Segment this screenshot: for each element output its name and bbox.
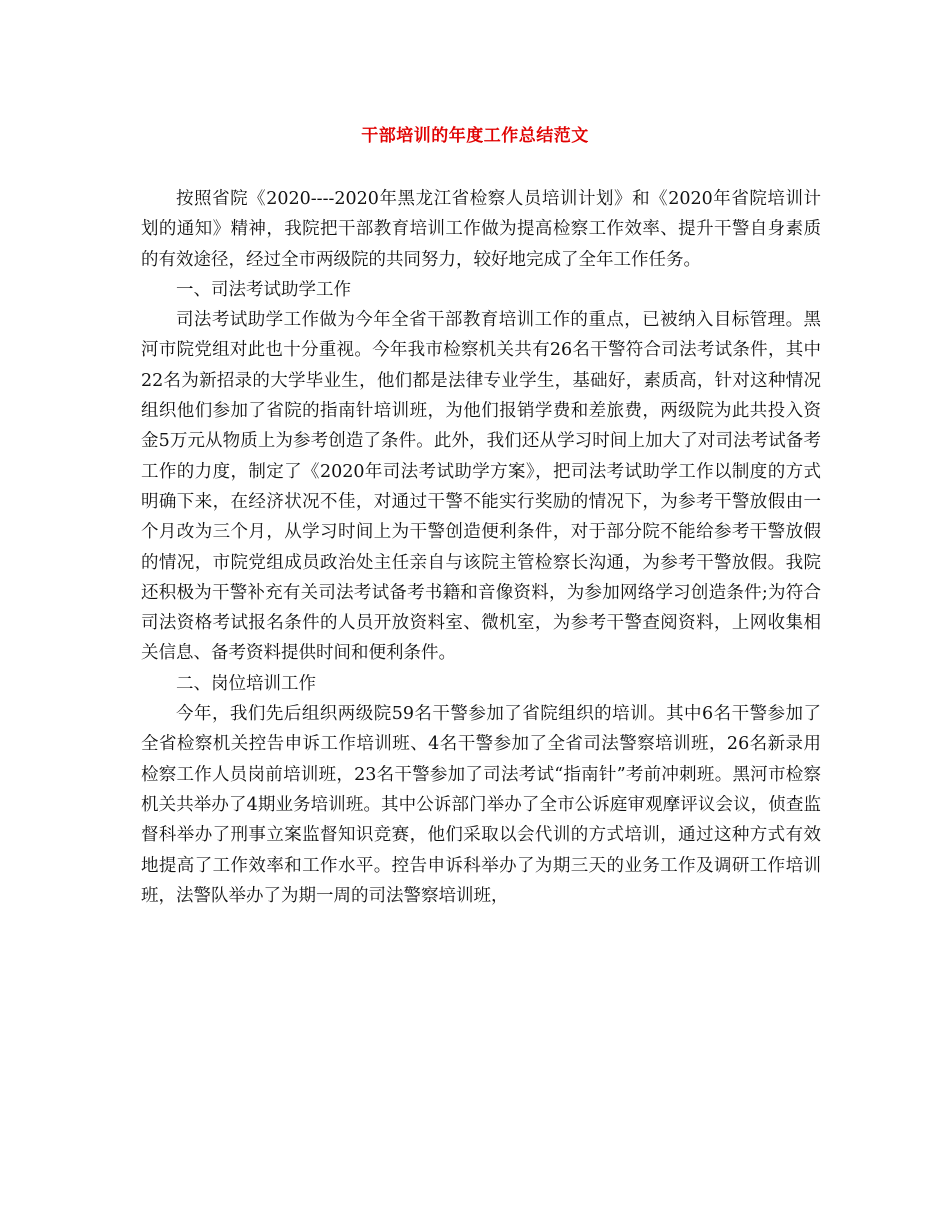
paragraph-section-2: 今年，我们先后组织两级院59名干警参加了省院组织的培训。其中6名干警参加了全省检察机关控告申诉工作培训班、4名干警参加了全省司法警察培训班，26名新录用检察工作人员岗前培训班，23名干警参加了司法考试“指南针”考前冲刺班。黑河市检察机关共举办了4期业务培训班。其中公诉部门举办了全市公诉庭审观摩评议会议，侦查监督科举办了刑事立案监督知识竞赛，他们采取以会代训的方式培训，通过这种方式有效地提高了工作效率和工作水平。控告申诉科举办了为期三天的业务工作及调研工作培训班，法警队举办了为期一周的司法警察培训班，: [141, 704, 821, 906]
section-heading-1: 一、司法考试助学工作: [176, 279, 351, 300]
document-title: 干部培训的年度工作总结范文: [361, 126, 589, 146]
section-heading-2: 二、岗位培训工作: [176, 673, 316, 694]
paragraph-intro: 按照省院《2020----2020年黑龙江省检察人员培训计划》和《2020年省院培训计划的通知》精神，我院把干部教育培训工作做为提高检察工作效率、提升干警自身素质的有效途径，经过全市两级院的共同努力，较好地完成了全年工作任务。: [141, 189, 821, 270]
document-body: [141, 184, 821, 911]
paragraph-section-1: 司法考试助学工作做为今年全省干部教育培训工作的重点，已被纳入目标管理。黑河市院党组对此也十分重视。今年我市检察机关共有26名干警符合司法考试条件，其中22名为新招录的大学毕业生，他们都是法律专业学生，基础好，素质高，针对这种情况组织他们参加了省院的指南针培训班，为他们报销学费和差旅费，两级院为此共投入资金5万元从物质上为参考创造了条件。此外，我们还从学习时间上加大了对司法考试备考工作的力度，制定了《2020年司法考试助学方案》，把司法考试助学工作以制度的方式明确下来，在经济状况不佳，对通过干警不能实行奖励的情况下，为参考干警放假由一个月改为三个月，从学习时间上为干警创造便利条件，对于部分院不能给参考干警放假的情况，市院党组成员政治处主任亲自与该院主管检察长沟通，为参考干警放假。我院还积极为干警补充有关司法考试备考书籍和音像资料，为参加网络学习创造条件;为符合司法资格考试报名条件的人员开放资料室、微机室，为参考干警查阅资料，上网收集相关信息、备考资料提供时间和便利条件。: [141, 310, 821, 664]
